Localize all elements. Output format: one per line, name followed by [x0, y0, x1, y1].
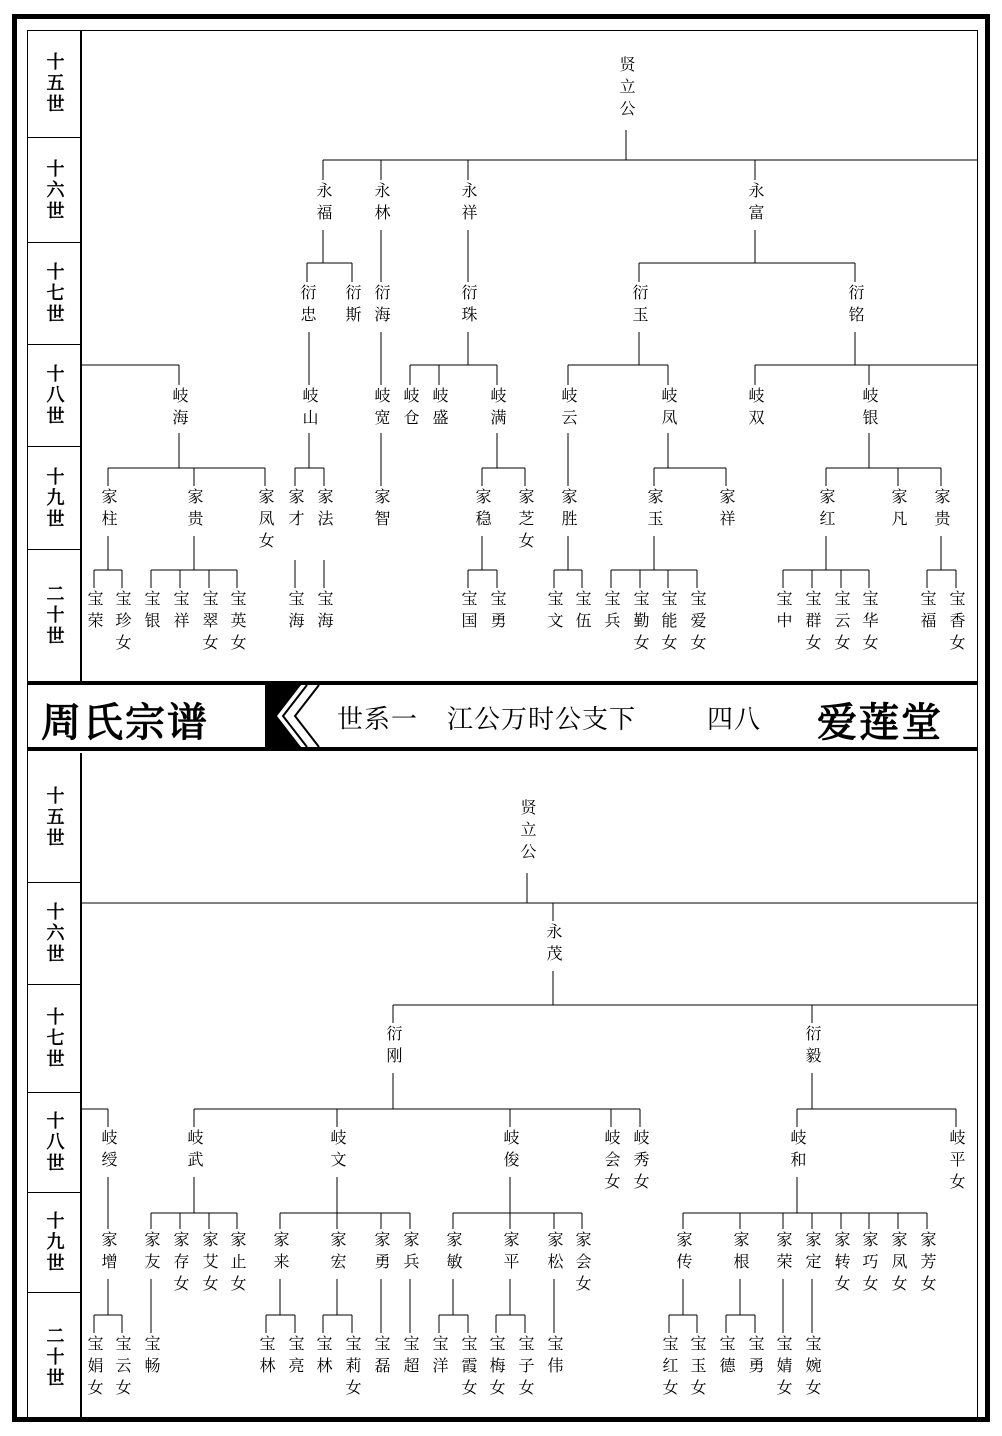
person-name: 家稳 [473, 488, 492, 532]
person-name: 家玉 [645, 488, 664, 532]
person-name: 家凤女 [256, 488, 275, 548]
bottom-genealogy-panel [27, 753, 978, 1422]
person-name: 衍铭 [846, 284, 865, 328]
gen-label: 二十世 [43, 584, 65, 647]
gen-label: 十八世 [27, 345, 80, 447]
person-name: 永林 [372, 182, 391, 226]
person-name: 衍毅 [803, 1025, 822, 1069]
person-name: 宝中 [774, 590, 793, 634]
person-name: 家智 [372, 488, 391, 532]
person-name: 宝银 [142, 590, 161, 634]
hall-name: 爱莲堂 [817, 699, 943, 746]
person-name: 宝婧女 [774, 1335, 793, 1395]
person-name: 家存女 [171, 1231, 190, 1291]
gen-label: 十七世 [27, 985, 80, 1093]
person-name: 宝霞女 [459, 1335, 478, 1395]
person-name: 家根 [731, 1231, 750, 1275]
person-name: 家平 [501, 1231, 520, 1275]
person-name: 衍刚 [384, 1025, 403, 1069]
person-name: 家柱 [99, 488, 118, 532]
person-name: 岐宽 [372, 387, 391, 431]
person-name: 家巧女 [860, 1231, 879, 1291]
person-name: 永祥 [459, 182, 478, 226]
person-name: 宝海 [315, 590, 334, 634]
person-name: 宝国 [459, 590, 478, 634]
person-name: 衍斯 [343, 284, 362, 328]
person-name: 家红 [817, 488, 836, 532]
person-name: 家来 [271, 1231, 290, 1275]
person-name: 岐和 [788, 1129, 807, 1173]
person-name: 宝林 [314, 1335, 333, 1379]
founder-name: 贤立公 [617, 56, 636, 122]
tree-lines [27, 30, 978, 681]
person-name: 宝勤女 [631, 590, 650, 650]
founder-name: 贤立公 [518, 799, 537, 865]
gen-label: 十九世 [27, 447, 80, 550]
chevron-arrow-icon [265, 685, 327, 747]
person-name: 宝兵 [602, 590, 621, 634]
person-name: 宝华女 [860, 590, 879, 650]
person-name: 家才 [286, 488, 305, 532]
person-name: 家敏 [444, 1231, 463, 1275]
person-name: 岐仓 [401, 387, 420, 431]
person-name: 家凡 [889, 488, 908, 532]
gen-label: 二十世 [43, 1326, 65, 1389]
person-name: 宝亮 [286, 1335, 305, 1379]
person-name: 宝子女 [516, 1335, 535, 1395]
person-name: 宝伟 [545, 1335, 564, 1379]
person-name: 家松 [545, 1231, 564, 1275]
person-name: 宝祥 [171, 590, 190, 634]
person-name: 宝英女 [228, 590, 247, 650]
gen-label: 十七世 [27, 243, 80, 345]
person-name: 宝勇 [488, 590, 507, 634]
person-name: 家芝女 [516, 488, 535, 548]
person-name: 宝翠女 [200, 590, 219, 650]
page-number: 四八 [707, 705, 762, 735]
system-label: 世系一 [337, 705, 419, 735]
person-name: 宝爱女 [688, 590, 707, 650]
person-name: 宝红女 [660, 1335, 679, 1395]
person-name: 宝海 [286, 590, 305, 634]
person-name: 宝玉女 [688, 1335, 707, 1395]
person-name: 永茂 [544, 923, 563, 967]
gen-label: 十八世 [27, 1093, 80, 1193]
person-name: 岐俊 [501, 1129, 520, 1173]
person-name: 宝莉女 [343, 1335, 362, 1395]
person-name: 岐海 [170, 387, 189, 431]
person-name: 家凤女 [889, 1231, 908, 1291]
person-name: 衍海 [372, 284, 391, 328]
person-name: 家兵 [401, 1231, 420, 1275]
person-name: 宝娟女 [85, 1335, 104, 1395]
person-name: 宝伍 [573, 590, 592, 634]
person-name: 岐云 [559, 387, 578, 431]
person-name: 岐山 [300, 387, 319, 431]
person-name: 宝荣 [85, 590, 104, 634]
person-name: 宝德 [717, 1335, 736, 1379]
person-name: 岐银 [860, 387, 879, 431]
person-name: 岐会女 [602, 1129, 621, 1189]
genealogy-title: 周氏宗谱 [41, 699, 209, 746]
person-name: 宝云女 [113, 1335, 132, 1395]
person-name: 宝云女 [832, 590, 851, 650]
person-name: 宝林 [257, 1335, 276, 1379]
person-name: 宝婉女 [803, 1335, 822, 1395]
person-name: 家会女 [573, 1231, 592, 1291]
person-name: 岐凤 [659, 387, 678, 431]
person-name: 宝畅 [142, 1335, 161, 1379]
person-name: 家增 [99, 1231, 118, 1275]
person-name: 宝香女 [947, 590, 966, 650]
person-name: 家宏 [328, 1231, 347, 1275]
person-name: 宝能女 [659, 590, 678, 650]
person-name: 宝磊 [372, 1335, 391, 1379]
top-genealogy-panel [27, 30, 978, 681]
person-name: 宝勇 [746, 1335, 765, 1379]
person-name: 岐双 [746, 387, 765, 431]
person-name: 宝梅女 [487, 1335, 506, 1395]
person-name: 岐武 [185, 1129, 204, 1173]
person-name: 家胜 [559, 488, 578, 532]
person-name: 家法 [315, 488, 334, 532]
person-name: 岐绶 [99, 1129, 118, 1173]
person-name: 衍玉 [630, 284, 649, 328]
person-name: 岐平女 [947, 1129, 966, 1189]
gen-label: 十六世 [27, 883, 80, 985]
person-name: 宝珍女 [113, 590, 132, 650]
gen-label: 十五世 [27, 30, 80, 138]
person-name: 家艾女 [200, 1231, 219, 1291]
title-banner [27, 681, 978, 753]
person-name: 宝群女 [803, 590, 822, 650]
person-name: 家荣 [774, 1231, 793, 1275]
person-name: 家祥 [717, 488, 736, 532]
person-name: 岐满 [488, 387, 507, 431]
person-name: 家止女 [228, 1231, 247, 1291]
person-name: 家传 [674, 1231, 693, 1275]
person-name: 宝福 [918, 590, 937, 634]
person-name: 宝超 [401, 1335, 420, 1379]
person-name: 家勇 [372, 1231, 391, 1275]
banner-rule-top [27, 681, 978, 685]
person-name: 永福 [314, 182, 333, 226]
person-name: 家贵 [185, 488, 204, 532]
person-name: 岐盛 [430, 387, 449, 431]
person-name: 家芳女 [918, 1231, 937, 1291]
person-name: 衍珠 [459, 284, 478, 328]
person-name: 岐秀女 [631, 1129, 650, 1189]
person-name: 家友 [142, 1231, 161, 1275]
branch-label: 江公万时公支下 [447, 705, 637, 735]
gen-label: 十六世 [27, 138, 80, 243]
person-name: 家贵 [932, 488, 951, 532]
person-name: 永富 [746, 182, 765, 226]
person-name: 宝洋 [430, 1335, 449, 1379]
gen-label: 十九世 [27, 1193, 80, 1293]
tree-lines [27, 753, 978, 1422]
person-name: 家转女 [832, 1231, 851, 1291]
person-name: 家定 [803, 1231, 822, 1275]
person-name: 岐文 [328, 1129, 347, 1173]
person-name: 衍忠 [298, 284, 317, 328]
gen-label: 十五世 [27, 753, 80, 883]
person-name: 宝文 [545, 590, 564, 634]
